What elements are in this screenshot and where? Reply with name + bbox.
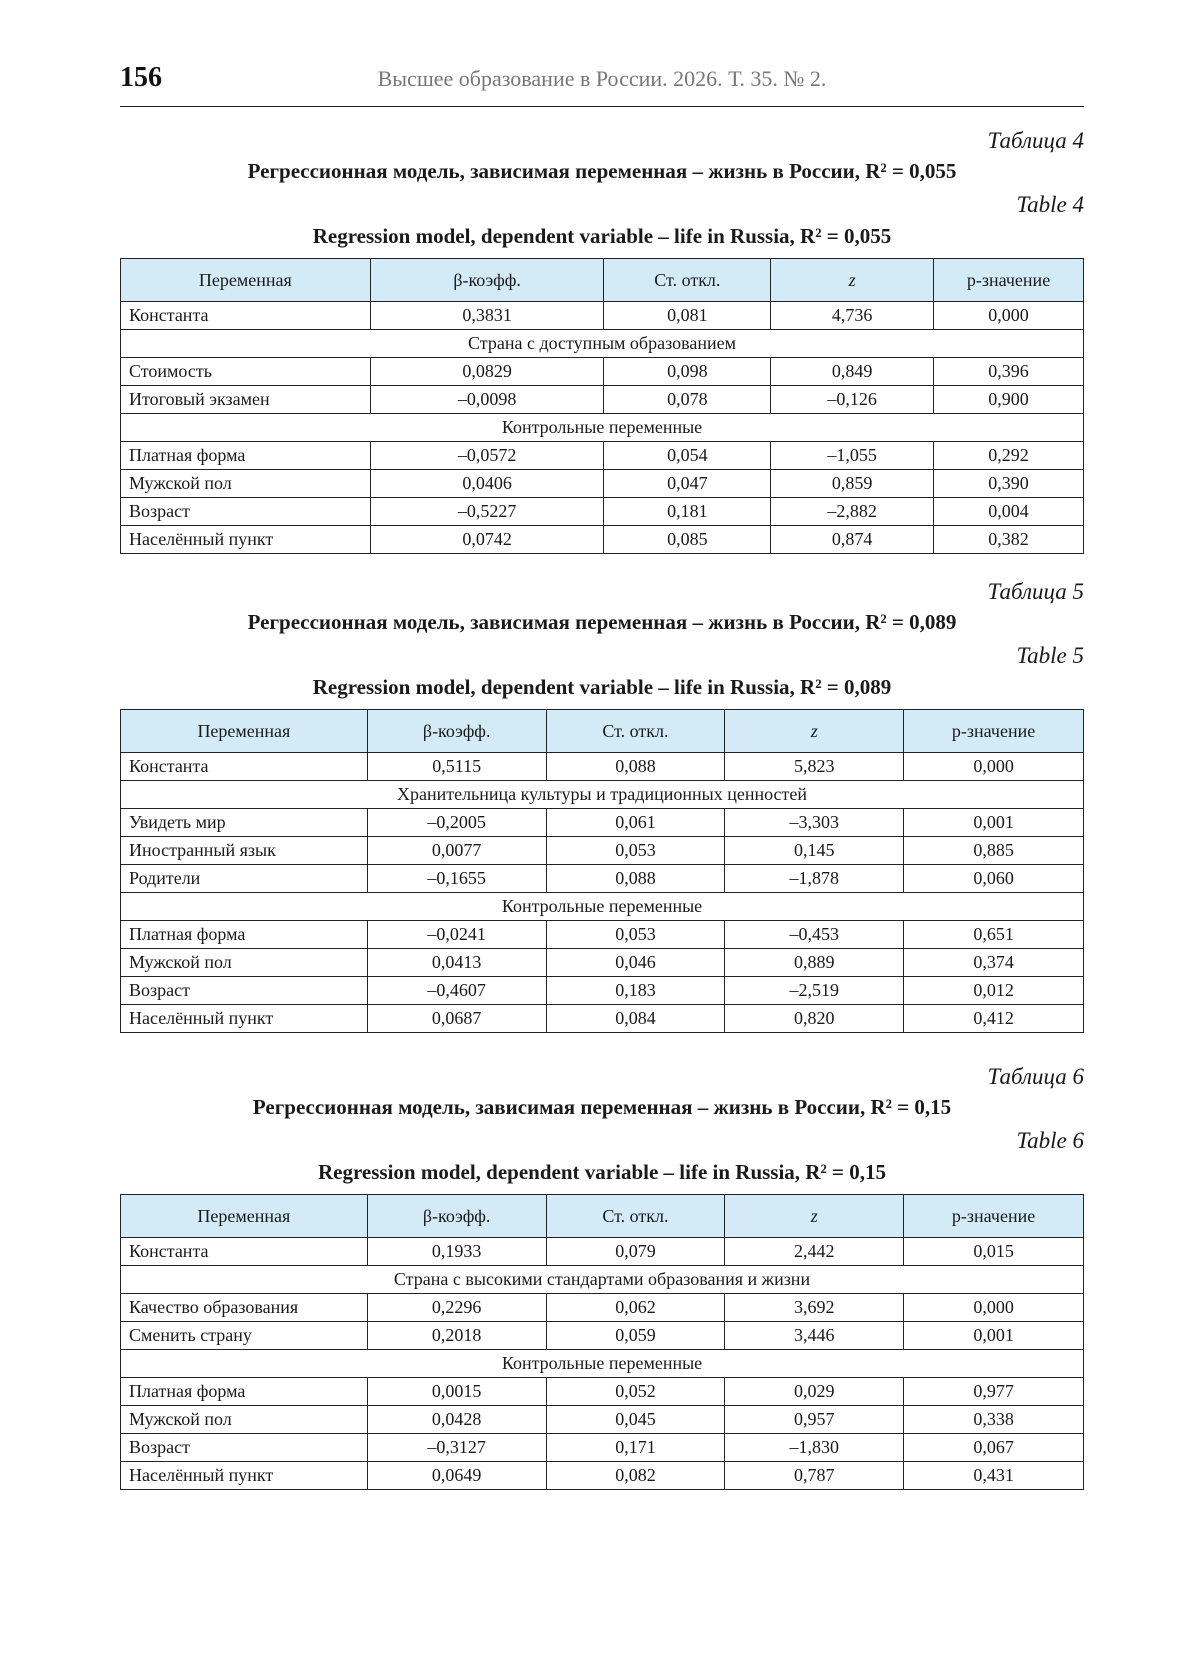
table-cell: 0,000 — [934, 302, 1084, 330]
table-cell: Возраст — [121, 498, 371, 526]
table-cell: –0,1655 — [367, 865, 546, 893]
table-row — [121, 1238, 1084, 1266]
table-title-en: Regression model, dependent variable – life in Russia, R² = 0,055 — [312, 224, 892, 248]
table-cell: Стоимость — [121, 358, 371, 386]
table-cell: 0,000 — [904, 753, 1084, 781]
table-5-block — [120, 577, 1084, 1033]
table-cell: 0,412 — [904, 1005, 1084, 1033]
table-cell: Иностранный язык — [121, 837, 368, 865]
table-cell: Сменить страну — [121, 1322, 368, 1350]
table-number-ru: Таблица 6 — [987, 1064, 1084, 1089]
table-cell: 0,889 — [725, 949, 904, 977]
table-cell: –0,4607 — [367, 977, 546, 1005]
table-cell: 0,0649 — [367, 1462, 546, 1490]
table-cell: 0,0406 — [370, 470, 604, 498]
table-cell: Платная форма — [121, 442, 371, 470]
table-cell: 0,060 — [904, 865, 1084, 893]
table-cell: 0,082 — [546, 1462, 725, 1490]
table-cell: 0,052 — [546, 1378, 725, 1406]
table-cell: 0,874 — [771, 526, 934, 554]
table-cell: Константа — [121, 302, 371, 330]
table-row — [121, 977, 1084, 1005]
column-header: β-коэфф. — [367, 1195, 546, 1238]
table-cell: 5,823 — [725, 753, 904, 781]
table-cell: 0,171 — [546, 1434, 725, 1462]
table-cell: 0,0413 — [367, 949, 546, 977]
table-cell: 0,000 — [904, 1294, 1084, 1322]
table-row — [121, 1462, 1084, 1490]
table-number-en: Table 4 — [1016, 192, 1084, 217]
table-cell: 0,292 — [934, 442, 1084, 470]
table-cell: 0,431 — [904, 1462, 1084, 1490]
table-cell: –1,878 — [725, 865, 904, 893]
table-cell: 0,5115 — [367, 753, 546, 781]
table-cell: 0,001 — [904, 809, 1084, 837]
table-row — [121, 921, 1084, 949]
page-header — [120, 58, 1084, 107]
table-title-ru: Регрессионная модель, зависимая переменная – жизнь в России, R² = 0,055 — [247, 159, 957, 183]
table-row — [121, 1005, 1084, 1033]
table-row — [121, 358, 1084, 386]
table-6-block — [120, 1062, 1084, 1490]
table-cell: 0,957 — [725, 1406, 904, 1434]
table-row — [121, 302, 1084, 330]
table-row — [121, 526, 1084, 554]
table-cell: 0,2018 — [367, 1322, 546, 1350]
table-cell: Населённый пункт — [121, 1005, 368, 1033]
column-header: Ст. откл. — [546, 1195, 725, 1238]
table-row — [121, 1434, 1084, 1462]
table-cell: Итоговый экзамен — [121, 386, 371, 414]
table-row — [121, 1294, 1084, 1322]
table-cell: 0,059 — [546, 1322, 725, 1350]
section-row — [121, 893, 1084, 921]
column-header: p-значение — [904, 1195, 1084, 1238]
column-header: Ст. откл. — [546, 710, 725, 753]
table-cell: Качество образования — [121, 1294, 368, 1322]
column-header: Переменная — [121, 1195, 368, 1238]
section-label: Хранительница культуры и традиционных ценностей — [121, 781, 1084, 809]
table-cell: 0,015 — [904, 1238, 1084, 1266]
table-row — [121, 470, 1084, 498]
table-cell: –0,0241 — [367, 921, 546, 949]
table-header-row — [121, 1195, 1084, 1238]
table-cell: 0,787 — [725, 1462, 904, 1490]
table-cell: –0,126 — [771, 386, 934, 414]
table-cell: –1,830 — [725, 1434, 904, 1462]
table-cell: 0,183 — [546, 977, 725, 1005]
table-cell: 0,382 — [934, 526, 1084, 554]
column-header: Ст. откл. — [604, 259, 771, 302]
regression-table — [120, 258, 1084, 554]
page-number: 156 — [120, 62, 162, 93]
table-cell: 0,053 — [546, 921, 725, 949]
regression-table — [120, 709, 1084, 1033]
column-header: z — [725, 1195, 904, 1238]
table-cell: 3,692 — [725, 1294, 904, 1322]
column-header: p-значение — [904, 710, 1084, 753]
table-cell: Платная форма — [121, 1378, 368, 1406]
table-cell: 0,081 — [604, 302, 771, 330]
table-cell: 0,0428 — [367, 1406, 546, 1434]
table-title-ru: Регрессионная модель, зависимая переменная – жизнь в России, R² = 0,15 — [252, 1095, 952, 1119]
table-cell: 2,442 — [725, 1238, 904, 1266]
table-cell: Родители — [121, 865, 368, 893]
table-header-row — [121, 259, 1084, 302]
table-row — [121, 837, 1084, 865]
table-cell: Населённый пункт — [121, 526, 371, 554]
table-title-en: Regression model, dependent variable – life in Russia, R² = 0,15 — [318, 1160, 886, 1184]
table-cell: –0,453 — [725, 921, 904, 949]
section-label: Страна с доступным образованием — [121, 330, 1084, 358]
table-cell: –3,303 — [725, 809, 904, 837]
table-row — [121, 865, 1084, 893]
table-row — [121, 1406, 1084, 1434]
table-cell: 0,0015 — [367, 1378, 546, 1406]
table-cell: 0,098 — [604, 358, 771, 386]
table-cell: 0,3831 — [370, 302, 604, 330]
section-label: Контрольные переменные — [121, 414, 1084, 442]
table-cell: –2,519 — [725, 977, 904, 1005]
table-cell: 0,004 — [934, 498, 1084, 526]
table-cell: Мужской пол — [121, 470, 371, 498]
table-row — [121, 498, 1084, 526]
table-cell: 0,885 — [904, 837, 1084, 865]
table-cell: 0,067 — [904, 1434, 1084, 1462]
table-row — [121, 1378, 1084, 1406]
table-cell: 0,181 — [604, 498, 771, 526]
section-row — [121, 414, 1084, 442]
table-cell: 0,338 — [904, 1406, 1084, 1434]
table-number-ru: Таблица 5 — [987, 579, 1084, 604]
table-4-block — [120, 126, 1084, 554]
table-number-ru: Таблица 4 — [987, 128, 1084, 153]
table-cell: 0,046 — [546, 949, 725, 977]
column-header: β-коэфф. — [367, 710, 546, 753]
table-title-en: Regression model, dependent variable – life in Russia, R² = 0,089 — [312, 675, 892, 699]
table-cell: Увидеть мир — [121, 809, 368, 837]
section-label: Контрольные переменные — [121, 893, 1084, 921]
table-cell: 0,396 — [934, 358, 1084, 386]
section-row — [121, 330, 1084, 358]
table-cell: Возраст — [121, 1434, 368, 1462]
table-cell: Платная форма — [121, 921, 368, 949]
table-number-en: Table 5 — [1016, 643, 1084, 668]
column-header: β-коэфф. — [370, 259, 604, 302]
table-cell: 0,0829 — [370, 358, 604, 386]
table-row — [121, 386, 1084, 414]
table-cell: 0,062 — [546, 1294, 725, 1322]
table-cell: 0,088 — [546, 865, 725, 893]
table-cell: 0,374 — [904, 949, 1084, 977]
table-cell: Константа — [121, 753, 368, 781]
table-cell: –0,0572 — [370, 442, 604, 470]
table-cell: 0,079 — [546, 1238, 725, 1266]
table-cell: Мужской пол — [121, 1406, 368, 1434]
table-cell: 0,053 — [546, 837, 725, 865]
table-cell: 0,029 — [725, 1378, 904, 1406]
section-label: Контрольные переменные — [121, 1350, 1084, 1378]
table-row — [121, 949, 1084, 977]
table-cell: 0,651 — [904, 921, 1084, 949]
table-cell: 0,054 — [604, 442, 771, 470]
section-label: Страна с высокими стандартами образования и жизни — [121, 1266, 1084, 1294]
column-header: Переменная — [121, 259, 371, 302]
table-cell: 0,390 — [934, 470, 1084, 498]
table-cell: Константа — [121, 1238, 368, 1266]
table-cell: –0,3127 — [367, 1434, 546, 1462]
table-cell: 0,085 — [604, 526, 771, 554]
table-cell: 0,078 — [604, 386, 771, 414]
column-header: Переменная — [121, 710, 368, 753]
section-row — [121, 1266, 1084, 1294]
table-cell: –0,0098 — [370, 386, 604, 414]
table-cell: Возраст — [121, 977, 368, 1005]
table-header-row — [121, 710, 1084, 753]
table-cell: 4,736 — [771, 302, 934, 330]
table-row — [121, 442, 1084, 470]
table-cell: 0,820 — [725, 1005, 904, 1033]
section-row — [121, 781, 1084, 809]
table-cell: –0,2005 — [367, 809, 546, 837]
table-cell: 0,001 — [904, 1322, 1084, 1350]
table-cell: 0,0687 — [367, 1005, 546, 1033]
table-cell: 0,061 — [546, 809, 725, 837]
table-row — [121, 1322, 1084, 1350]
table-cell: 0,849 — [771, 358, 934, 386]
journal-title: Высшее образование в России. 2026. Т. 35. № 2. — [377, 66, 827, 91]
table-title-ru: Регрессионная модель, зависимая переменная – жизнь в России, R² = 0,089 — [247, 610, 957, 634]
table-cell: 0,0742 — [370, 526, 604, 554]
table-cell: 0,084 — [546, 1005, 725, 1033]
table-cell: 0,088 — [546, 753, 725, 781]
table-cell: –2,882 — [771, 498, 934, 526]
table-cell: 3,446 — [725, 1322, 904, 1350]
table-cell: 0,0077 — [367, 837, 546, 865]
table-cell: –1,055 — [771, 442, 934, 470]
column-header: z — [725, 710, 904, 753]
regression-table — [120, 1194, 1084, 1490]
column-header: z — [771, 259, 934, 302]
table-row — [121, 753, 1084, 781]
table-cell: 0,977 — [904, 1378, 1084, 1406]
table-cell: 0,012 — [904, 977, 1084, 1005]
table-cell: 0,145 — [725, 837, 904, 865]
table-number-en: Table 6 — [1016, 1128, 1084, 1153]
table-cell: 0,047 — [604, 470, 771, 498]
table-cell: 0,900 — [934, 386, 1084, 414]
table-cell: Населённый пункт — [121, 1462, 368, 1490]
table-cell: 0,2296 — [367, 1294, 546, 1322]
table-cell: Мужской пол — [121, 949, 368, 977]
table-cell: 0,045 — [546, 1406, 725, 1434]
table-row — [121, 809, 1084, 837]
column-header: p-значение — [934, 259, 1084, 302]
table-cell: 0,859 — [771, 470, 934, 498]
table-cell: –0,5227 — [370, 498, 604, 526]
section-row — [121, 1350, 1084, 1378]
table-cell: 0,1933 — [367, 1238, 546, 1266]
